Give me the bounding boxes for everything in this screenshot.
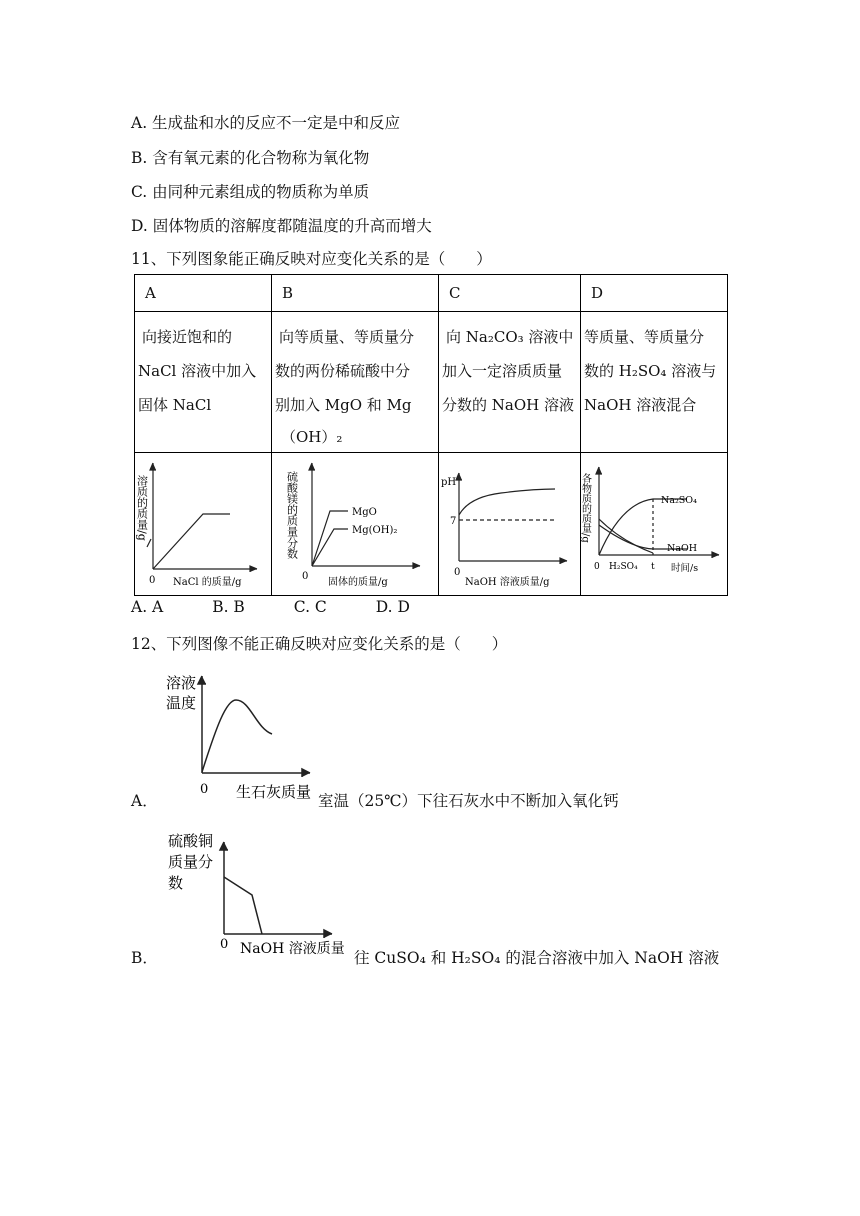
q12-option-b-label: B． [131,949,158,967]
q12-graph-a [160,668,320,804]
graph-d-curve1: Na₂SO₄ [661,495,697,506]
option-c: C. 由同种元素组成的物质称为单质 [131,183,370,201]
option-b: B. 含有氧元素的化合物称为氧化物 [131,149,370,167]
answer-a: A. A [131,598,164,616]
graph-a [135,453,271,591]
graph-d-ylabel: 各物质的质量/g [579,473,591,543]
graph-b-curve1: MgO [352,507,377,518]
answer-b: B. B [212,598,245,616]
graph-d-curve2: NaOH [667,543,698,554]
graph-d-origin: 0 [594,562,600,572]
graph-b-origin: 0 [302,571,309,582]
question-11-stem: 11、下列图象能正确反映对应变化关系的是（ ） [131,250,492,268]
q12-b-ylabel2: 质量分 [168,853,214,871]
header-b: B [282,284,294,302]
q12-a-ylabel2: 温度 [166,694,197,712]
q12-a-xlabel: 生石灰质量 [236,783,312,801]
graph-c-origin: 0 [454,567,461,578]
answer-d: D. D [375,598,410,616]
q12-option-a-caption: 室温（25℃）下往石灰水中不断加入氧化钙 [318,792,619,810]
description-c: 向 Na₂CO₃ 溶液中 加入一定溶质质量 分数的 NaOH 溶液 [442,328,574,414]
graph-d-curve3: H₂SO₄ [609,562,638,572]
question-11-table [134,274,728,596]
graph-c-mark: 7 [450,516,457,527]
graph-a-origin: 0 [149,575,156,586]
graph-d [581,453,727,591]
q12-b-ylabel1: 硫酸铜 [168,832,214,850]
header-a: A [145,284,156,302]
graph-c-ylabel: pH [441,477,457,488]
q12-graph-b [160,828,360,963]
answer-c: C. C [293,598,327,616]
graph-c [439,453,580,591]
question-11-answers [131,598,454,616]
option-a: A. 生成盐和水的反应不一定是中和反应 [131,114,401,132]
q12-a-origin: 0 [200,782,209,797]
graph-a-xlabel: NaCl 的质量/g [173,577,242,588]
q12-a-ylabel1: 溶液 [166,674,197,692]
graph-a-ylabel: 溶质的质量/g [135,475,149,541]
header-c: C [449,284,461,302]
q12-option-a-label: A． [131,792,158,810]
q12-option-b-caption: 往 CuSO₄ 和 H₂SO₄ 的混合溶液中加入 NaOH 溶液 [354,949,720,967]
graph-c-xlabel: NaOH 溶液质量/g [465,577,550,588]
description-d: 等质量、等质量分 数的 H₂SO₄ 溶液与 NaOH 溶液混合 [584,328,717,414]
option-d: D. 固体物质的溶解度都随温度的升高而增大 [131,217,432,235]
graph-d-xlabel: 时间/s [671,563,699,574]
graph-b-ylabel: 硫酸镁的质量分数 [285,471,299,559]
graph-b [272,453,438,591]
question-12-stem: 12、下列图像不能正确反映对应变化关系的是（ ） [131,635,508,653]
description-a: 向接近饱和的 NaCl 溶液中加入 固体 NaCl [138,328,257,414]
graph-b-curve2: Mg(OH)₂ [352,525,398,536]
q12-b-xlabel: NaOH 溶液质量 [240,941,345,957]
header-d: D [591,284,604,302]
q12-b-ylabel3: 数 [168,874,184,892]
graph-d-mark: t [651,562,655,572]
q12-b-origin: 0 [220,937,229,952]
description-b: 向等质量、等质量分 数的两份稀硫酸中分 别加入 MgO 和 Mg （OH）₂ [275,328,415,446]
graph-b-xlabel: 固体的质量/g [328,577,388,588]
